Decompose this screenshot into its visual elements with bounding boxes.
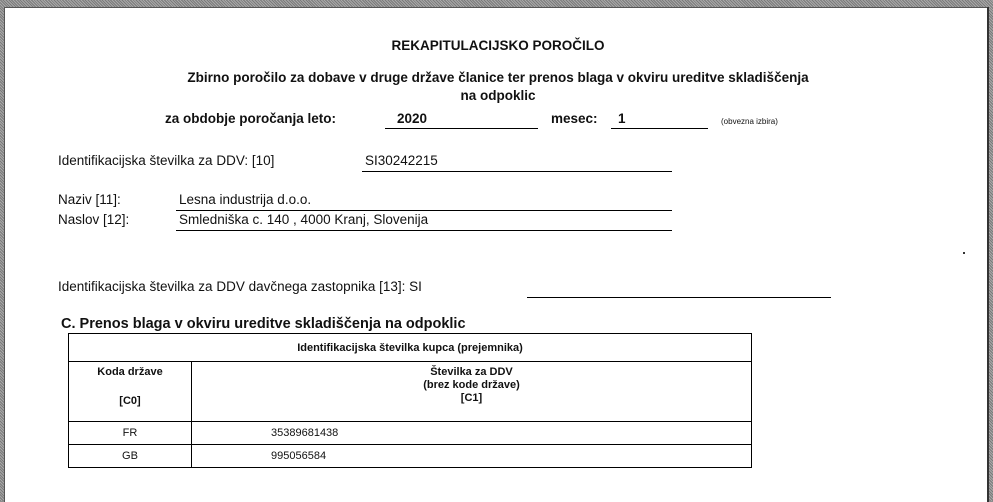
report-subtitle-line2: na odpoklic bbox=[460, 88, 536, 103]
stray-dot bbox=[963, 252, 965, 254]
country-code-header bbox=[69, 362, 192, 422]
address-value: Smledniška c. 140 , 4000 Kranj, Slovenija bbox=[179, 212, 429, 227]
report-subtitle-line1: Zbirno poročilo za dobave v druge države članice ter prenos blaga v okviru ureditve skladiščenja bbox=[187, 70, 809, 85]
country-code-cell: FR bbox=[69, 422, 192, 445]
country-code-cell: GB bbox=[69, 445, 192, 468]
table-row bbox=[69, 445, 752, 468]
section-c-title: C. Prenos blaga v okviru ureditve skladiščenja na odpoklic bbox=[61, 316, 466, 332]
address-label: Naslov [12]: bbox=[58, 212, 130, 227]
month-value: 1 bbox=[618, 111, 626, 126]
month-label: mesec: bbox=[551, 111, 598, 126]
agent-vat-field bbox=[527, 278, 831, 298]
vat-number-cell: 35389681438 bbox=[192, 422, 752, 445]
agent-vat-label: Identifikacijska številka za DDV davčnega zastopnika [13]: SI bbox=[58, 279, 422, 294]
year-value: 2020 bbox=[397, 111, 428, 126]
country-code-header-code: [C0] bbox=[119, 395, 141, 407]
vat-number-cell: 995056584 bbox=[192, 445, 752, 468]
country-code-header-label: Koda države bbox=[97, 366, 163, 378]
vat-label: Identifikacijska številka za DDV: [10] bbox=[58, 153, 275, 168]
name-label: Naziv [11]: bbox=[58, 192, 121, 207]
report-page bbox=[4, 7, 987, 502]
table-column-headers bbox=[69, 362, 752, 422]
table-row bbox=[69, 422, 752, 445]
buyer-table bbox=[68, 333, 752, 468]
period-label: za obdobje poročanja leto: bbox=[165, 111, 337, 126]
vat-number-header-line2: (brez kode države) bbox=[423, 379, 520, 391]
vat-value: SI30242215 bbox=[365, 153, 438, 168]
report-title: REKAPITULACIJSKO POROČILO bbox=[391, 38, 605, 53]
name-value: Lesna industrija d.o.o. bbox=[179, 192, 312, 207]
table-header-cell: Identifikacijska številka kupca (prejemnika) bbox=[69, 334, 752, 362]
vat-number-header-code: [C1] bbox=[460, 392, 483, 404]
vat-number-header bbox=[192, 362, 752, 422]
table-header-row bbox=[69, 334, 752, 362]
vat-number-header-line1: Številka za DDV bbox=[430, 366, 513, 378]
mandatory-note: (obvezna izbira) bbox=[721, 117, 778, 126]
